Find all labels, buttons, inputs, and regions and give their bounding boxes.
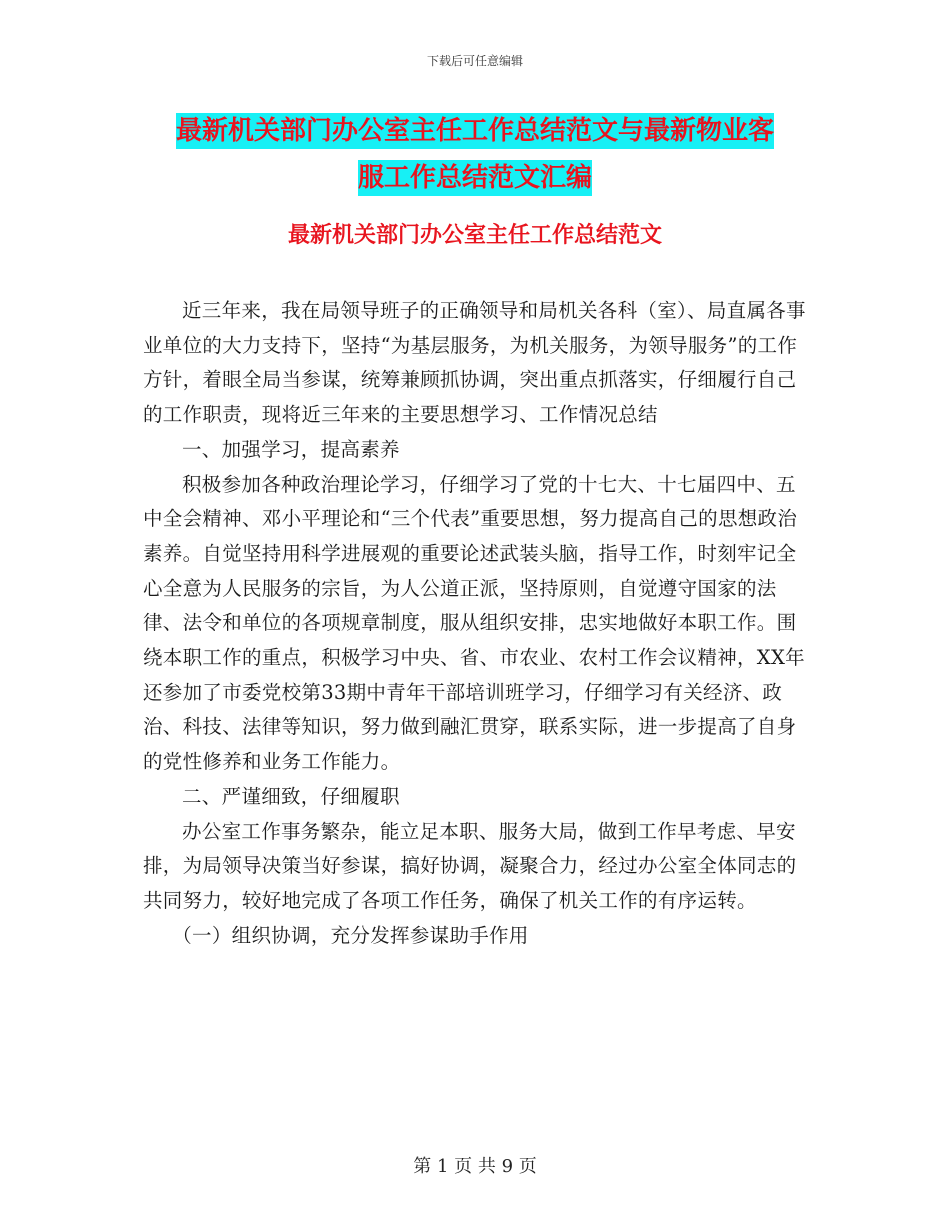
document-body xyxy=(143,294,811,953)
paragraph-office-work: 办公室工作事务繁杂，能立足本职、服务大局，做到工作早考虑、早安排，为局领导决策当好参谋，搞好协调，凝聚合力，经过办公室全体同志的共同努力，较好地完成了各项工作任务，确保了机关工作的有序运转。 xyxy=(143,819,797,912)
heading-section-1: 一、加强学习，提高素养 xyxy=(182,437,400,461)
header-note: 下载后可任意编辑 xyxy=(426,54,523,68)
document-title xyxy=(0,108,950,202)
paragraph-study: 积极参加各种政治理论学习，仔细学习了党的十七大、十七届四中、五中全会精神、邓小平理论和“三个代表”重要思想，努力提高自己的思想政治素养。自觉坚持用科学进展观的重要论述武装头脑，指导工作，时刻牢记全心全意为人民服务的宗旨，为人公道正派，坚持原则，自觉遵守国家的法律、法令和单位的各项规章制度，服从组织安排，忠实地做好本职工作。围绕本职工作的重点，积极学习中央、省、市农业、农村工作会议精神，XX年还参加了市委党校第33期中青年干部培训班学习，仔细学习有关经济、政治、科技、法律等知识，努力做到融汇贯穿，联系实际，进一步提高了自身的党性修养和业务工作能力。 xyxy=(143,472,805,774)
heading-subsection-1: （一）组织协调，充分发挥参谋助手作用 xyxy=(172,923,529,947)
document-title-line-2: 服工作总结范文汇编 xyxy=(358,160,592,196)
document-title-line-1: 最新机关部门办公室主任工作总结范文与最新物业客 xyxy=(176,113,774,149)
section-title: 最新机关部门办公室主任工作总结范文 xyxy=(287,223,662,248)
page-number: 第 1 页 共 9 页 xyxy=(413,1156,537,1177)
paragraph-intro: 近三年来，我在局领导班子的正确领导和局机关各科（室）、局直属各事业单位的大力支持下，坚持“为基层服务，为机关服务，为领导服务”的工作方针，着眼全局当参谋，统筹兼顾抓协调，突出重点抓落实，仔细履行自己的工作职责，现将近三年来的主要思想学习、工作情况总结 xyxy=(143,299,806,427)
heading-section-2: 二、严谨细致，仔细履职 xyxy=(182,784,400,808)
